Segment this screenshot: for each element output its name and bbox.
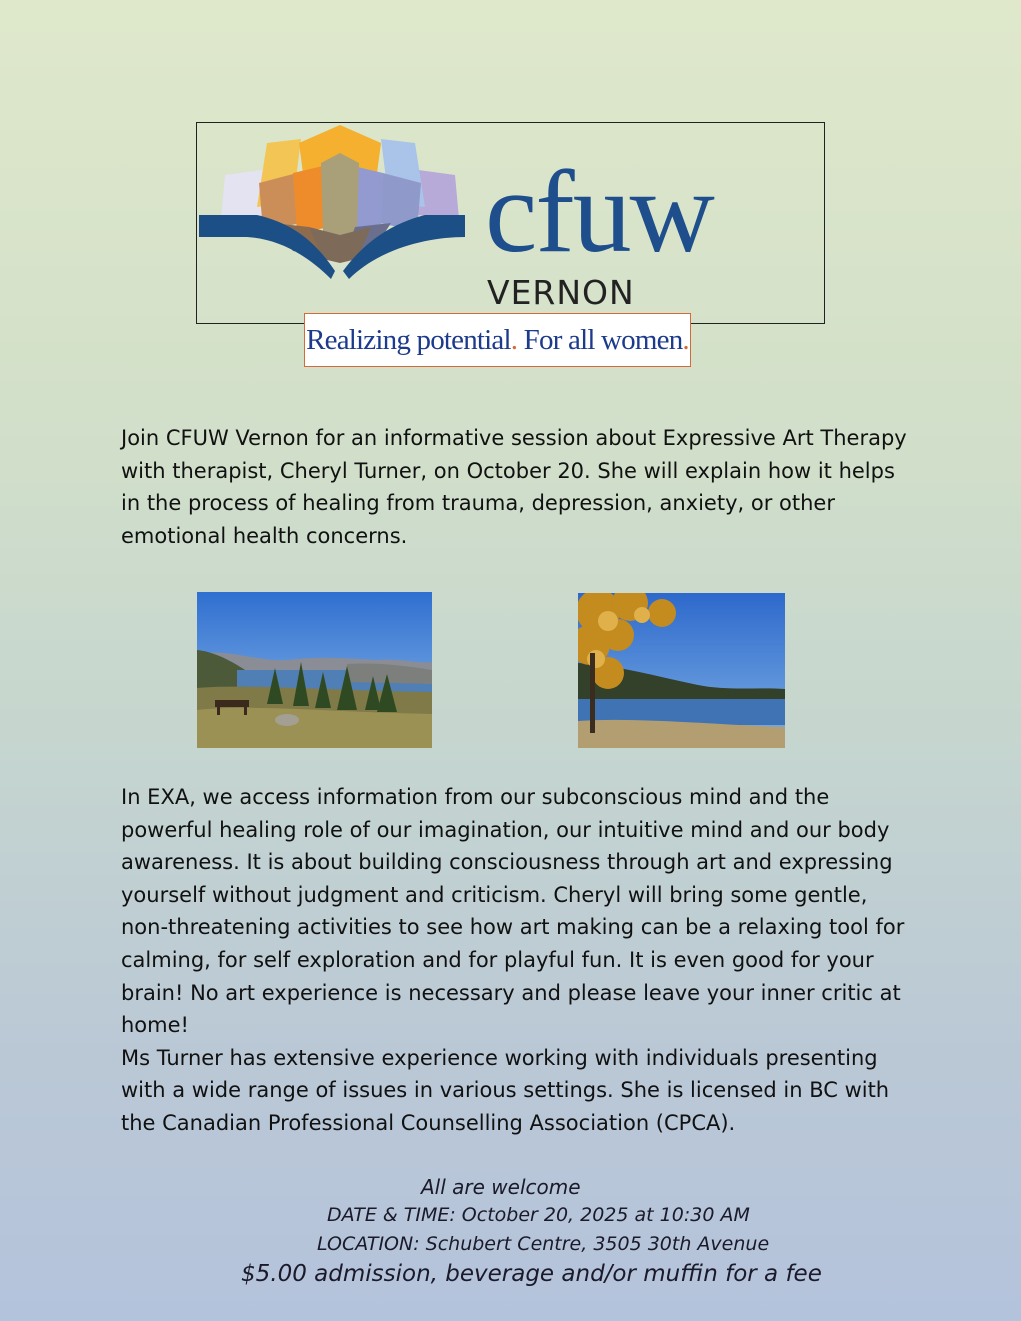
lake-valley-bench-photo bbox=[197, 592, 432, 748]
lotus-icon bbox=[197, 123, 467, 283]
event-location: LOCATION: Schubert Centre, 3505 30th Avenue bbox=[317, 1233, 770, 1255]
event-admission: $5.00 admission, beverage and/or muffin for a fee bbox=[241, 1261, 822, 1287]
cfuw-vernon-logo bbox=[196, 122, 825, 324]
autumn-lakeshore-photo bbox=[578, 593, 785, 748]
vernon-label: VERNON bbox=[487, 273, 635, 312]
tagline-box bbox=[304, 313, 691, 367]
description-text: In EXA, we access information from our subconscious mind and the powerful healing role of our imagination, our intuitive mind and our body awareness. It is about building consciousness through art and expressing yourself without judgment and criticism. Cheryl will bring some gentle, non-threatening activities to see how art making can be a relaxing tool for calming, for self exploration and for playful fun. It is even good for your brain! No art experience is necessary and please leave your inner critic at home! bbox=[121, 785, 905, 1038]
tagline-text-2: For all women bbox=[517, 324, 683, 356]
intro-paragraph: Join CFUW Vernon for an informative session about Expressive Art Therapy with therapist, Cheryl Turner, on October 20. She will explain how it helps in the process of healing from trauma, depression, anxiety, or other emotional health concerns. bbox=[121, 426, 907, 548]
tagline-dot-2: . bbox=[682, 324, 689, 356]
event-datetime: DATE & TIME: October 20, 2025 at 10:30 AM bbox=[327, 1204, 750, 1226]
bio-text: Ms Turner has extensive experience working with individuals presenting with a wide range of issues in various settings. She is licensed in BC with the Canadian Professional Counselling Association (CPCA). bbox=[121, 1045, 890, 1135]
tagline-text-1: Realizing potential bbox=[306, 324, 511, 356]
tagline-dot-1: . bbox=[510, 324, 518, 356]
cfuw-wordmark: cfuw bbox=[485, 146, 713, 277]
welcome-text: All are welcome bbox=[421, 1175, 581, 1199]
description-paragraph bbox=[121, 781, 911, 1140]
